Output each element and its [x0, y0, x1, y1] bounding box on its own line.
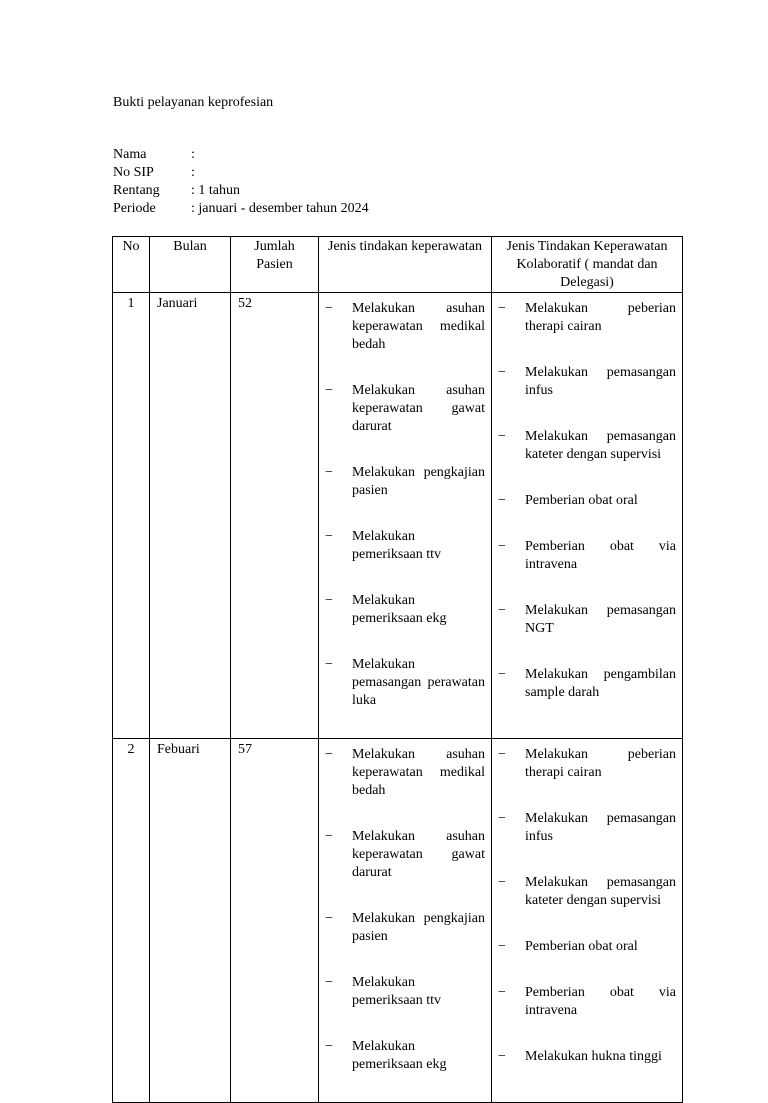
list-item: [498, 938, 676, 974]
table-row: [113, 293, 683, 739]
dash-bullet-icon: −: [325, 1039, 333, 1054]
list-item-text: Melakukan pemasangan NGT: [525, 603, 676, 636]
dash-bullet-icon: −: [498, 365, 506, 380]
info-block: [113, 146, 369, 218]
info-value: :: [191, 165, 195, 180]
list-item: [325, 656, 485, 728]
info-label: Nama: [113, 147, 147, 162]
list-item: [325, 828, 485, 900]
action-list: [498, 300, 676, 720]
dash-bullet-icon: −: [325, 465, 333, 480]
list-item-text: Melakukan pemeriksaan ekg: [352, 1039, 447, 1072]
header-no: No: [113, 237, 150, 293]
dash-bullet-icon: −: [325, 975, 333, 990]
cell-jenis-tindakan: [319, 739, 492, 1103]
header-tindakan-kolaboratif: Jenis Tindakan Keperawatan Kolaboratif ( mandat dan Delegasi): [492, 237, 683, 293]
list-item-text: Melakukan pengkajian pasien: [352, 465, 485, 498]
list-item: [325, 300, 485, 372]
service-table: [112, 236, 683, 1103]
list-item: [325, 382, 485, 454]
list-item: [498, 492, 676, 528]
list-item-text: Melakukan asuhan keperawatan gawat darurat: [352, 383, 485, 434]
cell-no: 1: [113, 293, 150, 739]
list-item-text: Melakukan pengkajian pasien: [352, 911, 485, 944]
list-item-text: Pemberian obat oral: [525, 939, 638, 954]
list-item: [325, 528, 485, 582]
dash-bullet-icon: −: [498, 539, 506, 554]
action-list: [498, 746, 676, 1084]
dash-bullet-icon: −: [498, 1049, 506, 1064]
list-item: [498, 746, 676, 800]
cell-no: 2: [113, 739, 150, 1103]
list-item-text: Melakukan pemasangan perawatan luka: [352, 657, 485, 708]
list-item: [498, 538, 676, 592]
dash-bullet-icon: −: [325, 529, 333, 544]
dash-bullet-icon: −: [498, 747, 506, 762]
header-jenis-tindakan: Jenis tindakan keperawatan: [319, 237, 492, 293]
info-label: Periode: [113, 201, 156, 216]
list-item: [325, 746, 485, 818]
dash-bullet-icon: −: [325, 383, 333, 398]
info-row-periode: [113, 200, 369, 218]
list-item-text: Pemberian obat via intravena: [525, 539, 676, 572]
cell-jenis-tindakan: [319, 293, 492, 739]
header-jumlah-pasien: Jumlah Pasien: [231, 237, 319, 293]
list-item-text: Melakukan pengambilan sample darah: [525, 667, 676, 700]
info-row-rentang: [113, 182, 369, 200]
list-item-text: Melakukan pemeriksaan ekg: [352, 593, 447, 626]
info-row-nama: [113, 146, 369, 164]
list-item: [498, 364, 676, 418]
list-item: [325, 592, 485, 646]
list-item-text: Melakukan pemasangan infus: [525, 365, 676, 398]
cell-bulan: Januari: [150, 293, 231, 739]
list-item: [498, 428, 676, 482]
dash-bullet-icon: −: [325, 829, 333, 844]
list-item: [498, 810, 676, 864]
dash-bullet-icon: −: [325, 301, 333, 316]
cell-bulan: Febuari: [150, 739, 231, 1103]
list-item-text: Pemberian obat oral: [525, 493, 638, 508]
list-item-text: Melakukan peberian therapi cairan: [525, 747, 676, 780]
dash-bullet-icon: −: [325, 593, 333, 608]
dash-bullet-icon: −: [498, 875, 506, 890]
list-item-text: Melakukan pemasangan kateter dengan supervisi: [525, 429, 676, 462]
dash-bullet-icon: −: [498, 429, 506, 444]
table-header-row: [113, 237, 683, 293]
document-title: Bukti pelayanan keprofesian: [113, 95, 274, 110]
info-value: :: [191, 147, 195, 162]
dash-bullet-icon: −: [498, 603, 506, 618]
info-label: Rentang: [113, 183, 160, 198]
list-item: [325, 1038, 485, 1092]
list-item-text: Melakukan asuhan keperawatan gawat darurat: [352, 829, 485, 880]
dash-bullet-icon: −: [498, 811, 506, 826]
list-item-text: Melakukan pemasangan kateter dengan supervisi: [525, 875, 676, 908]
list-item: [325, 464, 485, 518]
dash-bullet-icon: −: [325, 911, 333, 926]
list-item-text: Melakukan hukna tinggi: [525, 1049, 662, 1064]
info-value: : januari - desember tahun 2024: [191, 201, 369, 216]
list-item: [498, 1048, 676, 1084]
header-bulan: Bulan: [150, 237, 231, 293]
dash-bullet-icon: −: [498, 667, 506, 682]
dash-bullet-icon: −: [498, 493, 506, 508]
info-label: No SIP: [113, 165, 154, 180]
cell-tindakan-kolaboratif: [492, 293, 683, 739]
action-list: [325, 746, 485, 1092]
list-item-text: Melakukan asuhan keperawatan medikal bedah: [352, 301, 485, 352]
list-item: [498, 666, 676, 720]
dash-bullet-icon: −: [498, 301, 506, 316]
list-item: [498, 300, 676, 354]
cell-jumlah-pasien: 52: [231, 293, 319, 739]
list-item-text: Melakukan pemeriksaan ttv: [352, 529, 442, 562]
list-item: [498, 602, 676, 656]
list-item-text: Melakukan peberian therapi cairan: [525, 301, 676, 334]
table-row: [113, 739, 683, 1103]
list-item: [498, 984, 676, 1038]
dash-bullet-icon: −: [325, 747, 333, 762]
list-item-text: Pemberian obat via intravena: [525, 985, 676, 1018]
list-item: [325, 974, 485, 1028]
list-item-text: Melakukan pemasangan infus: [525, 811, 676, 844]
dash-bullet-icon: −: [498, 939, 506, 954]
cell-jumlah-pasien: 57: [231, 739, 319, 1103]
list-item-text: Melakukan asuhan keperawatan medikal bedah: [352, 747, 485, 798]
cell-tindakan-kolaboratif: [492, 739, 683, 1103]
list-item: [325, 910, 485, 964]
info-row-no-sip: [113, 164, 369, 182]
list-item-text: Melakukan pemeriksaan ttv: [352, 975, 442, 1008]
list-item: [498, 874, 676, 928]
dash-bullet-icon: −: [498, 985, 506, 1000]
dash-bullet-icon: −: [325, 657, 333, 672]
action-list: [325, 300, 485, 728]
info-value: : 1 tahun: [191, 183, 240, 198]
